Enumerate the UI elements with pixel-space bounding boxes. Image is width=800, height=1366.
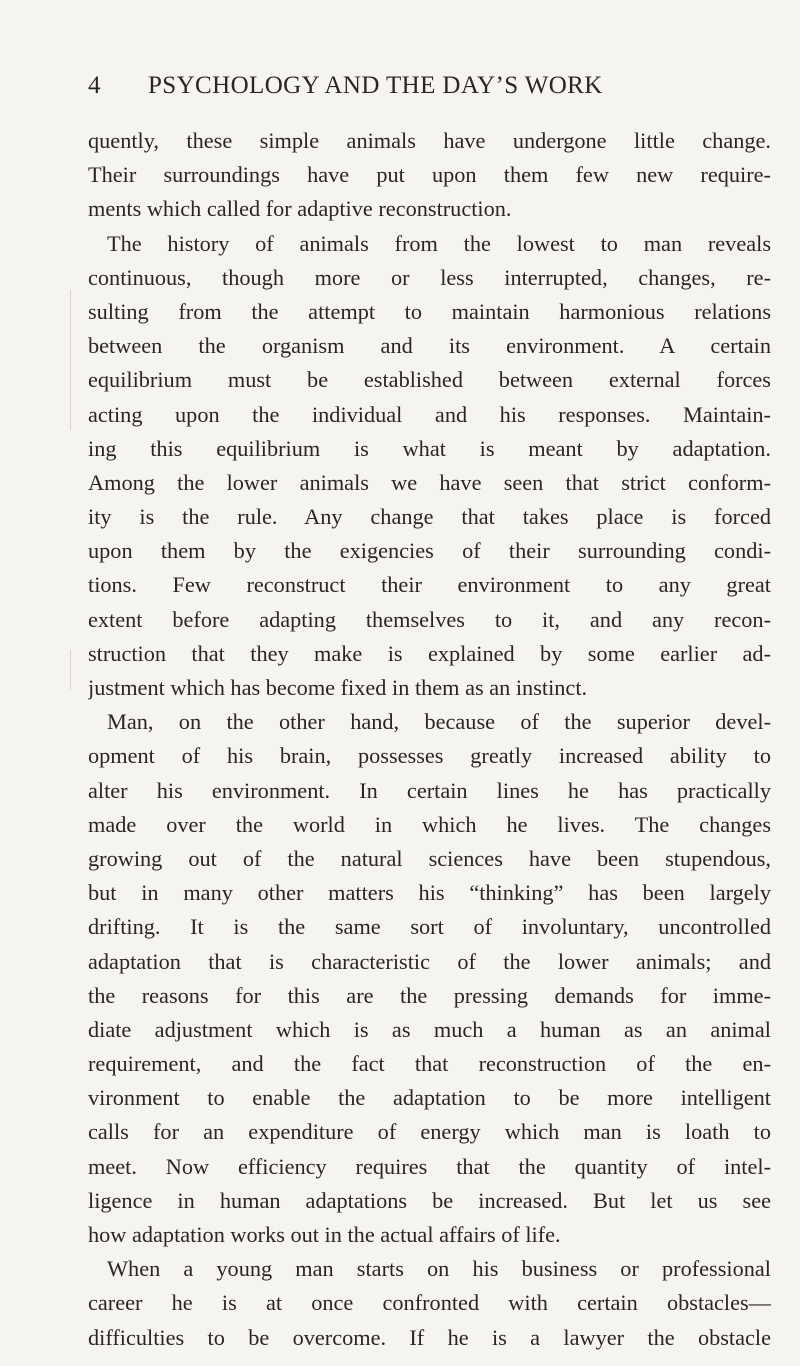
text-line: When a young man starts on his business or professional (107, 1256, 771, 1282)
text-line: sulting from the attempt to maintain harmonious relations (88, 298, 771, 324)
text-line: drifting. It is the same sort of involuntary, uncontrolled (88, 914, 771, 940)
text-line: Among the lower animals we have seen that strict conform- (88, 469, 771, 495)
running-title: PSYCHOLOGY AND THE DAY’S WORK (148, 72, 603, 99)
text-line: difficulties to be overcome. If he is a lawyer the obstacle (88, 1324, 771, 1350)
text-line: The history of animals from the lowest to man reveals (107, 230, 771, 256)
text-line: ligence in human adaptations be increased. But let us see (88, 1187, 771, 1213)
text-line: alter his environment. In certain lines he has practically (88, 777, 771, 803)
text-line: Their surroundings have put upon them few new require- (88, 162, 771, 188)
text-line: equilibrium must be established between external forces (88, 367, 771, 393)
text-line: calls for an expenditure of energy which man is loath to (88, 1119, 771, 1145)
margin-mark (70, 290, 71, 430)
paragraph (88, 705, 771, 1252)
text-line: continuous, though more or less interrupted, changes, re- (88, 264, 771, 290)
text-line: Man, on the other hand, because of the superior devel- (107, 709, 771, 735)
text-line: opment of his brain, possesses greatly increased ability to (88, 743, 771, 769)
text-line: struction that they make is explained by some earlier ad- (88, 640, 771, 666)
text-line: the reasons for this are the pressing demands for imme- (88, 982, 771, 1008)
paragraph (88, 124, 771, 227)
text-line: justment which has become fixed in them as an instinct. (88, 675, 588, 700)
text-line: acting upon the individual and his responses. Maintain- (88, 401, 771, 427)
text-line: vironment to enable the adaptation to be more intelligent (88, 1085, 771, 1111)
text-line: meet. Now efficiency requires that the quantity of intel- (88, 1153, 771, 1179)
text-line: requirement, and the fact that reconstruction of the en- (88, 1051, 771, 1077)
paragraph (88, 1252, 771, 1355)
page-header (88, 72, 708, 108)
text-line: tions. Few reconstruct their environment to any great (88, 572, 771, 598)
text-line: quently, these simple animals have undergone little change. (88, 128, 771, 153)
text-line: extent before adapting themselves to it, and any recon- (88, 606, 771, 632)
text-line: growing out of the natural sciences have been stupendous, (88, 845, 771, 871)
text-line: made over the world in which he lives. The changes (88, 811, 771, 837)
paragraph (88, 227, 771, 706)
text-line: how adaptation works out in the actual affairs of life. (88, 1222, 561, 1247)
margin-mark (70, 650, 71, 690)
text-line: ments which called for adaptive reconstruction. (88, 196, 512, 222)
text-line: career he is at once confronted with certain obstacles— (88, 1290, 771, 1316)
text-line: ity is the rule. Any change that takes place is forced (88, 504, 771, 530)
text-line: adaptation that is characteristic of the lower animals; and (88, 948, 771, 974)
text-line: but in many other matters his “thinking” has been largely (88, 880, 771, 906)
page-number: 4 (88, 72, 101, 99)
body-text (88, 124, 771, 1355)
text-line: between the organism and its environment. A certain (88, 333, 771, 359)
text-line: diate adjustment which is as much a human as an animal (88, 1016, 771, 1042)
text-line: ing this equilibrium is what is meant by adaptation. (88, 435, 771, 461)
text-line: upon them by the exigencies of their surrounding condi- (88, 538, 771, 564)
